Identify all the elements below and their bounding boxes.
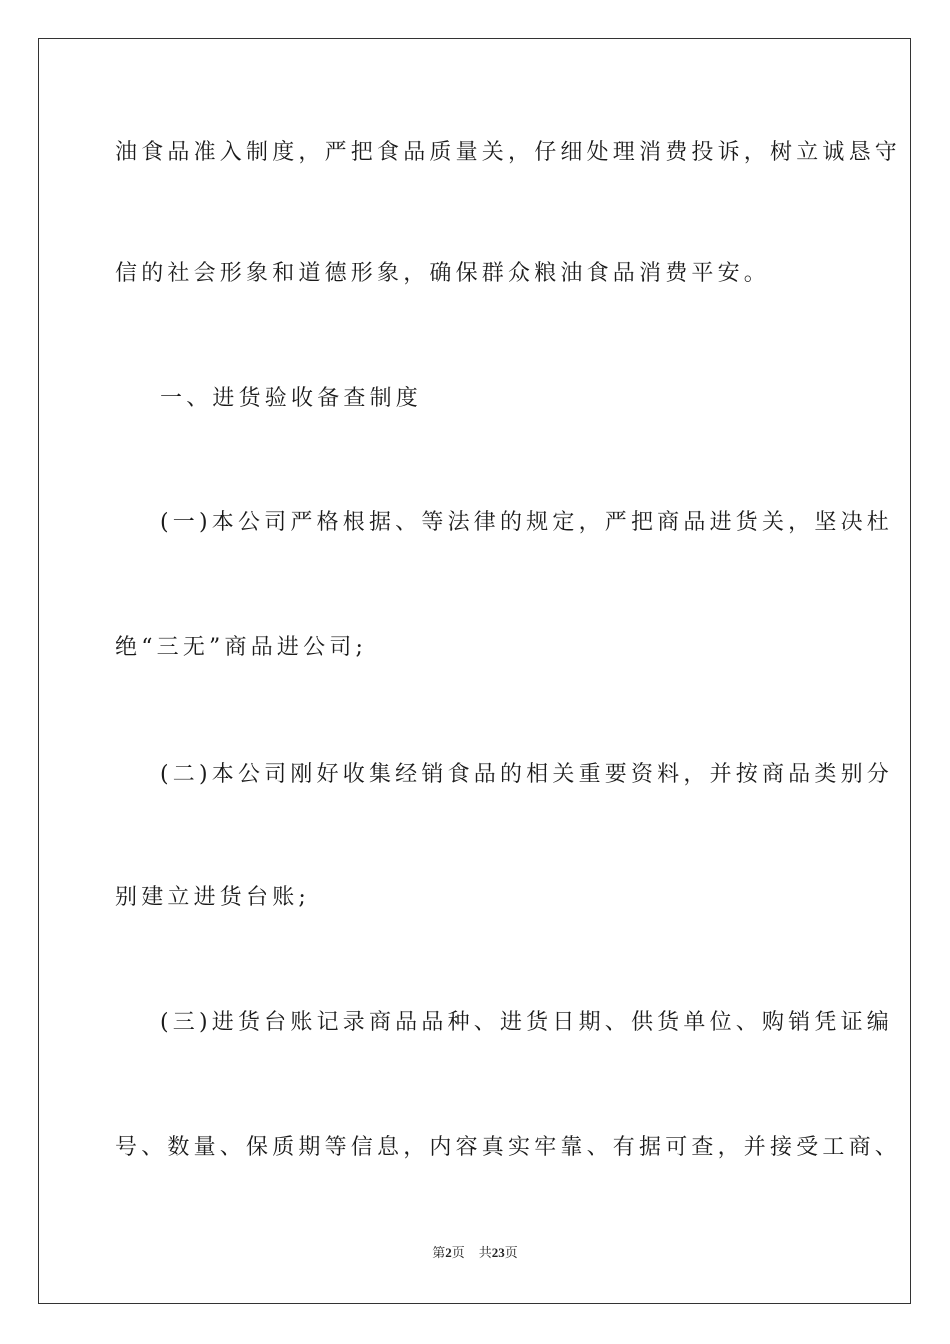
footer-page-suffix: 页 (451, 1246, 465, 1261)
footer-page-number: 2 (445, 1245, 452, 1260)
page-footer (0, 1244, 950, 1263)
body-text-line: 别建立进货台账; (115, 885, 311, 910)
body-text-line: 号、数量、保质期等信息，内容真实牢靠、有据可查，并接受工商、 (115, 1135, 902, 1160)
page-border (38, 38, 911, 1304)
body-text-line: (三)进货台账记录商品品种、进货日期、供货单位、购销凭证编 (160, 1010, 893, 1035)
body-text-line: 信的社会形象和道德形象，确保群众粮油食品消费平安。 (115, 261, 771, 286)
footer-page-prefix: 第 (432, 1246, 446, 1261)
footer-total-pages: 23 (491, 1245, 505, 1260)
body-text-line: (一)本公司严格根据、等法律的规定，严把商品进货关，坚决杜 (160, 510, 893, 535)
body-text-line: (二)本公司刚好收集经销食品的相关重要资料，并按商品类别分 (160, 762, 893, 787)
section-heading: 一、进货验收备查制度 (160, 386, 423, 411)
footer-total-suffix: 页 (504, 1246, 518, 1261)
body-text-line: 绝“三无”商品进公司; (115, 635, 368, 660)
footer-total-prefix: 共 (478, 1246, 492, 1261)
body-text-line: 油食品准入制度，严把食品质量关，仔细处理消费投诉，树立诚恳守 (115, 140, 902, 165)
